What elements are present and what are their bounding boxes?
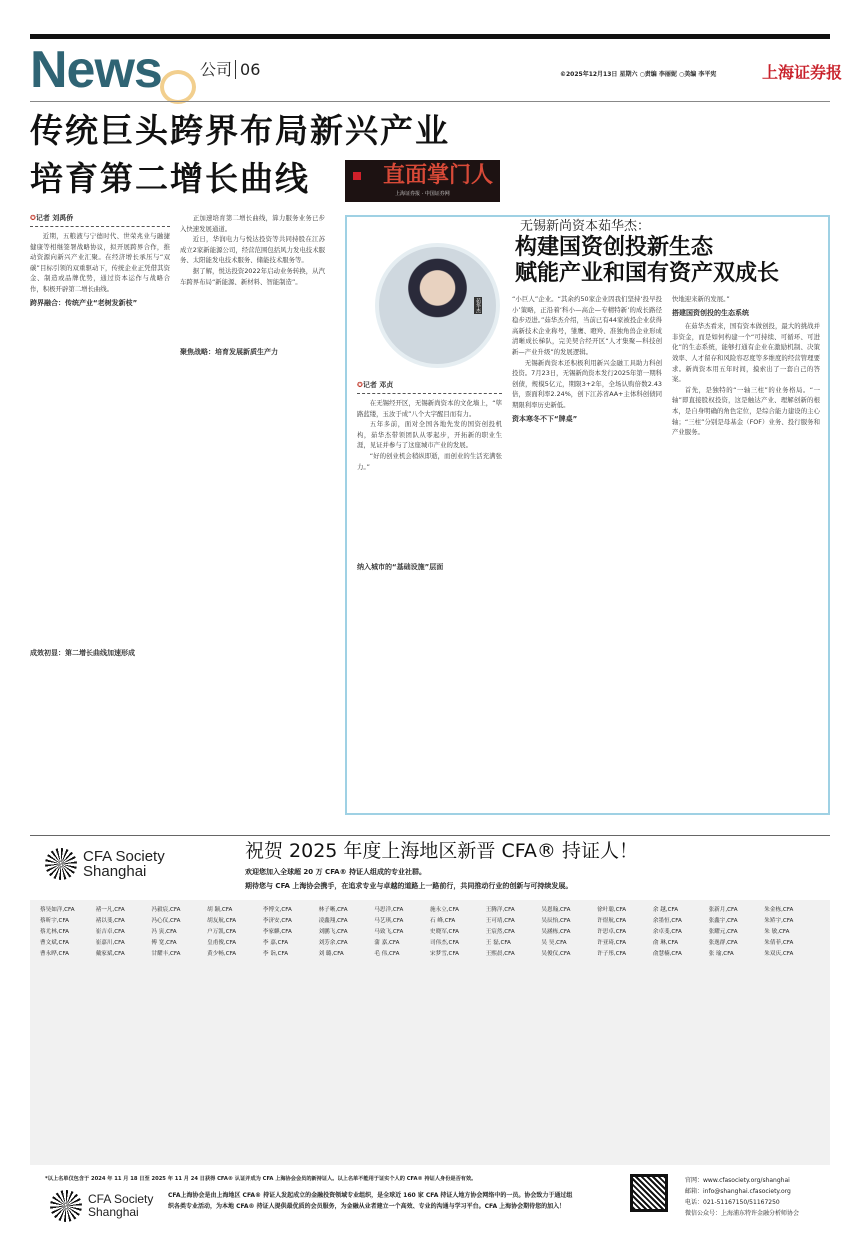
charterholder-name: 刘 璐,CFA xyxy=(318,951,344,957)
article2-col1 xyxy=(357,380,502,576)
cfa-footer-logo xyxy=(50,1190,153,1222)
charterholder-name: 马思洋,CFA xyxy=(374,907,404,913)
charterholder-name: 余 越,CFA xyxy=(652,907,679,913)
charterholder-name: 朱金栋,CFA xyxy=(764,907,794,913)
phone: 电话：021-51167150/51167250 xyxy=(685,1199,780,1206)
charterholder-name: 王 磊,CFA xyxy=(485,940,511,946)
charterholder-name: 许思卓,CFA xyxy=(597,929,627,935)
paragraph: 在无锡经开区，无锡新尚资本的文化墙上，“筚路蓝缕，玉汝于成”八个大字醒目而有力。 xyxy=(357,399,502,418)
charterholder-name: 宋梦雪,CFA xyxy=(430,951,459,957)
logo-line1: CFA Society xyxy=(83,848,165,865)
portrait-photo xyxy=(375,243,500,368)
subheading: 纳入城市的“基础设施”层面 xyxy=(357,563,444,572)
charterholder-name: 余墨恒,CFA xyxy=(652,918,682,924)
charterholder-name: 司伟杰,CFA xyxy=(430,940,459,946)
banner-sub: 上海证券报 · 中国证券网 xyxy=(395,191,450,197)
news-logo: News xyxy=(30,41,162,99)
charterholder-name: 吴俊仪,CFA xyxy=(541,951,571,957)
charterholder-name: 戴家斌,CFA xyxy=(95,951,125,957)
charterholder-name: 余卓斐,CFA xyxy=(652,929,682,935)
logo-line2: Shanghai xyxy=(88,1205,139,1219)
charterholder-list xyxy=(30,900,830,1165)
article2-col2 xyxy=(512,294,662,427)
charterholder-name: 李 嘉,CFA xyxy=(262,940,289,946)
subheading: 成效初显：第二增长曲线加速形成 xyxy=(30,649,135,658)
charterholder-name: 李博文,CFA xyxy=(262,907,292,913)
charterholder-name: 吴 昊,CFA xyxy=(541,940,567,946)
charterholder-name: 崔嘉川,CFA xyxy=(95,940,125,946)
section-name: 公司 xyxy=(200,60,233,79)
top-rule xyxy=(30,34,830,39)
charterholder-name: 褚以斐,CFA xyxy=(95,918,125,924)
subheading: 搭建国资创投的生态系统 xyxy=(672,308,749,317)
charterholder-name: 李济安,CFA xyxy=(262,918,292,924)
subheading: 资本寒冬不下“牌桌” xyxy=(512,414,578,423)
cfa-logo xyxy=(45,848,165,880)
byline xyxy=(30,213,170,227)
paragraph: 正加速培育第二增长曲线，算力服务业务已步入快速发展通道。 xyxy=(180,214,325,233)
charterholder-name: 王腾洋,CFA xyxy=(485,907,515,913)
charterholder-name: 蔡昊如洋,CFA xyxy=(40,907,75,913)
speech-bubble-icon xyxy=(160,70,196,104)
cfa-star-icon xyxy=(45,848,77,880)
charterholder-name: 冯毅宸,CFA xyxy=(151,907,181,913)
about-text: CFA上海协会是由上海地区 CFA® 持证人发起成立的金融投资领域专业组织，是全球近 160 家 CFA 持证人地方协会网络中的一员。协会致力于通过组织各类专业活动，为本地 CFA® 持证人提供最优质的会员服务，为金融从业者建立一个高效、专业的沟通与学习平台。CFA 上海协会期待您的加入！ xyxy=(168,1192,573,1210)
charterholder-name: 胡 颖,CFA xyxy=(207,907,233,913)
charterholder-name: 户万凯,CFA xyxy=(207,929,237,935)
brand-logo: 上海证券报 xyxy=(762,63,843,82)
paragraph: 首先，是独特的“一轴三柱”的业务格局。“一轴”即直接股权投资，这是触达产业、理解创新的根本，是自身明确的角色定位，是综合能力建设的主心轴；“三柱”分别是母基金（FOF）业务、投行服务和产业服务。 xyxy=(672,385,820,437)
cfa-ad-rule xyxy=(30,835,830,836)
subheading: 跨界融合：传统产业“老树发新枝” xyxy=(30,298,138,307)
charterholder-name: 张 瑜,CFA xyxy=(708,951,734,957)
charterholder-name: 俞慧楠,CFA xyxy=(652,951,682,957)
banner-mark xyxy=(353,172,361,180)
cfa-sub2: 期待您与 CFA 上海协会携手，在追求专业与卓越的道路上一路前行，共同推动行业的创新与可持续发展。 xyxy=(245,882,573,890)
paragraph: 无锡新尚资本还积极利用新兴金融工具助力科创投资。7月23日，无锡新尚资本发行2025年第一期科创债，规模5亿元，期限3+2年，全场认购倍数2.43倍，票面利率2.24%，创下江苏省AA+主体科创债同期限利率历史新低。 xyxy=(512,358,662,409)
charterholder-name: 冯心仪,CFA xyxy=(151,918,181,924)
photo-caption: 茹华杰 xyxy=(475,298,481,313)
byline-icon: ✪ xyxy=(30,214,36,222)
charterholder-name: 甘耀丰,CFA xyxy=(151,951,181,957)
charterholder-name: 王宸然,CFA xyxy=(485,929,515,935)
charterholder-name: 胡友航,CFA xyxy=(207,918,237,924)
article2-col3 xyxy=(672,294,820,438)
footnote: *以上名单仅包含于 2024 年 11 月 18 日至 2025 年 11 月 24 日获得 CFA® 认证并成为 CFA 上海协会会员的新持证人。以上名单不能用于证实个人的 CFA® 持证人身份是否有效。 xyxy=(45,1176,477,1182)
charterholder-name: 王可靖,CFA xyxy=(485,918,515,924)
charterholder-name: 李家麒,CFA xyxy=(262,929,292,935)
charterholder-name: 马艺琪,CFA xyxy=(374,918,404,924)
charterholder-name: 石 峰,CFA xyxy=(430,918,456,924)
charterholder-name: 傅 宽,CFA xyxy=(151,940,177,946)
charterholder-name: 曹文斌,CFA xyxy=(40,940,69,946)
charterholder-name: 王熙晨,CFA xyxy=(485,951,515,957)
byline-text: 记者 邓贞 xyxy=(362,381,394,389)
paragraph: 快地迎来新的发展。” xyxy=(672,295,730,303)
charterholder-name: 凌鑫翔,CFA xyxy=(318,918,348,924)
charterholder-name: 许亚琦,CFA xyxy=(597,940,627,946)
paragraph: 近日，华润电力与悦达投资等共同持股在江苏成立2家新能源公司，经营范围包括风力发电技术服务、太阳能发电技术服务、储能技术服务等。 xyxy=(180,235,325,265)
header-rule xyxy=(30,101,830,102)
byline-text: 记者 刘禹侨 xyxy=(35,214,74,222)
charterholder-name: 许煜航,CFA xyxy=(597,918,627,924)
charterholder-name: 黄少畅,CFA xyxy=(207,951,237,957)
subheading: 聚焦战略：培育发展新质生产力 xyxy=(180,348,278,357)
charterholder-name: 俞 琳,CFA xyxy=(652,940,679,946)
charterholder-name: 吴恩翰,CFA xyxy=(541,907,571,913)
contact-info xyxy=(685,1175,799,1219)
charterholder-name: 朱 敏,CFA xyxy=(764,929,790,935)
dateline: ©2025年12月13日 星期六 ○责编 李丽妮 ○美编 李平宪 xyxy=(560,71,717,78)
charterholder-name: 张新月,CFA xyxy=(708,907,738,913)
paragraph: 近期，五粮液与宁德时代、世荣兆业与融捷健康等相继签署战略协议，拟开展跨界合作，推动资源向新兴产业汇聚。在经济增长承压与“双碳”目标引领的双重驱动下，传统企业正凭借其资金、制造或品牌优势，通过资本运作与战略合作，积极开辟第二增长曲线。 xyxy=(30,232,170,293)
charterholder-name: 皇甫俊,CFA xyxy=(207,940,237,946)
headline-line2: 培育第二增长曲线 xyxy=(30,159,310,198)
charterholder-name: 蒲 嘉,CFA xyxy=(374,940,400,946)
charterholder-name: 毛 伟,CFA xyxy=(374,951,400,957)
email: 邮箱：info@shanghai.cfasociety.org xyxy=(685,1188,791,1195)
byline-icon: ✪ xyxy=(357,381,363,389)
charterholder-name: 刘鹏飞,CFA xyxy=(318,929,348,935)
charterholder-name: 马致飞,CFA xyxy=(374,929,404,935)
paragraph: “小巨人”企业。“其余约50家企业因我们坚持‘投早投小’策略，正沿着‘科小—高企—专精特新’的成长路径稳步迈进。”茹华杰介绍，当前已有44家被投企业获得高新技术企业称号，雏鹰、瞪羚、准独角兽企业形成清晰成长梯队，完美契合经开区“人才集聚—科技创新—产业升级”的发展逻辑。 xyxy=(512,295,662,356)
charterholder-name: 朱双庆,CFA xyxy=(764,951,794,957)
kicker: 无锡新尚资本茹华杰： xyxy=(520,219,651,234)
page-number: 06 xyxy=(235,60,260,79)
paragraph: 据了解，悦达投资2022年启动业务转换，从汽车跨界布局“新能源、新材料、智能制造”。 xyxy=(180,266,325,286)
charterholder-name: 蔡尤林,CFA xyxy=(40,929,69,935)
charterholder-name: 施永立,CFA xyxy=(430,907,459,913)
charterholder-name: 许子彤,CFA xyxy=(597,951,627,957)
article1-col1 xyxy=(30,213,170,662)
section-label xyxy=(200,60,260,80)
cfa-sub1: 欢迎您加入全球超 20 万 CFA® 持证人组成的专业社群。 xyxy=(245,868,427,876)
paragraph: 五年多前，面对全国各地先发的国资创投机构，茹华杰带领团队从零起步，开拓新的职业生涯，见证并参与了这座城市产业的发展。 xyxy=(357,420,502,450)
qr-code-icon xyxy=(630,1174,668,1212)
interview-title-line1: 构建国资创投新生态 xyxy=(515,235,714,260)
logo-line2: Shanghai xyxy=(83,863,147,880)
charterholder-name: 张逸群,CFA xyxy=(708,940,738,946)
charterholder-name: 吴涵栋,CFA xyxy=(541,929,571,935)
charterholder-name: 史晓军,CFA xyxy=(430,929,459,935)
website: 官网：www.cfasociety.org/shanghai xyxy=(685,1177,790,1184)
article1-col2 xyxy=(180,213,325,361)
column-banner xyxy=(345,160,500,202)
charterholder-name: 徐叶聪,CFA xyxy=(597,907,627,913)
paragraph: 在茹华杰看来，国有资本做创投，最大的挑战并非资金，而是如何构建一个“可持续、可循环、可进化”的生态系统，能够打通有企业在激励机制、决策效率、人才留存和风险容忍度等多维度的经营管理要求。新尚资本用五年时间，摸索出了一套自己的答案。 xyxy=(672,322,820,384)
cfa-star-icon xyxy=(50,1190,82,1222)
headline-line1: 传统巨头跨界布局新兴产业 xyxy=(30,111,450,150)
charterholder-name: 李 诣,CFA xyxy=(262,951,289,957)
paragraph: “好的创业机会稍纵即逝，而创业的生活充满张力。” xyxy=(357,451,502,471)
banner-title: 直面掌门人 xyxy=(383,162,494,188)
cfa-title: 祝贺 2025 年度上海地区新晋 CFA® 持证人！ xyxy=(245,840,638,862)
charterholder-name: 刘芳余,CFA xyxy=(318,940,348,946)
charterholder-name: 朱矫宇,CFA xyxy=(764,918,794,924)
charterholder-name: 崔吉卓,CFA xyxy=(95,929,125,935)
charterholder-name: 张耀元,CFA xyxy=(708,929,738,935)
wechat: 微信公众号：上海浦东特许金融分析师协会 xyxy=(685,1210,800,1217)
charterholder-name: 张鑫宇,CFA xyxy=(708,918,738,924)
charterholder-name: 蔡昕宇,CFA xyxy=(40,918,69,924)
charterholder-name: 曹永晔,CFA xyxy=(40,951,69,957)
charterholder-name: 冯 寅,CFA xyxy=(151,929,177,935)
charterholder-name: 吴辰怡,CFA xyxy=(541,918,571,924)
logo-line1: CFA Society xyxy=(88,1192,154,1206)
charterholder-name: 林子晰,CFA xyxy=(318,907,348,913)
charterholder-name: 朱倩菲,CFA xyxy=(764,940,794,946)
interview-title-line2: 赋能产业和国有资产双成长 xyxy=(515,261,780,286)
charterholder-name: 褚一凡,CFA xyxy=(95,907,125,913)
byline xyxy=(357,380,502,394)
